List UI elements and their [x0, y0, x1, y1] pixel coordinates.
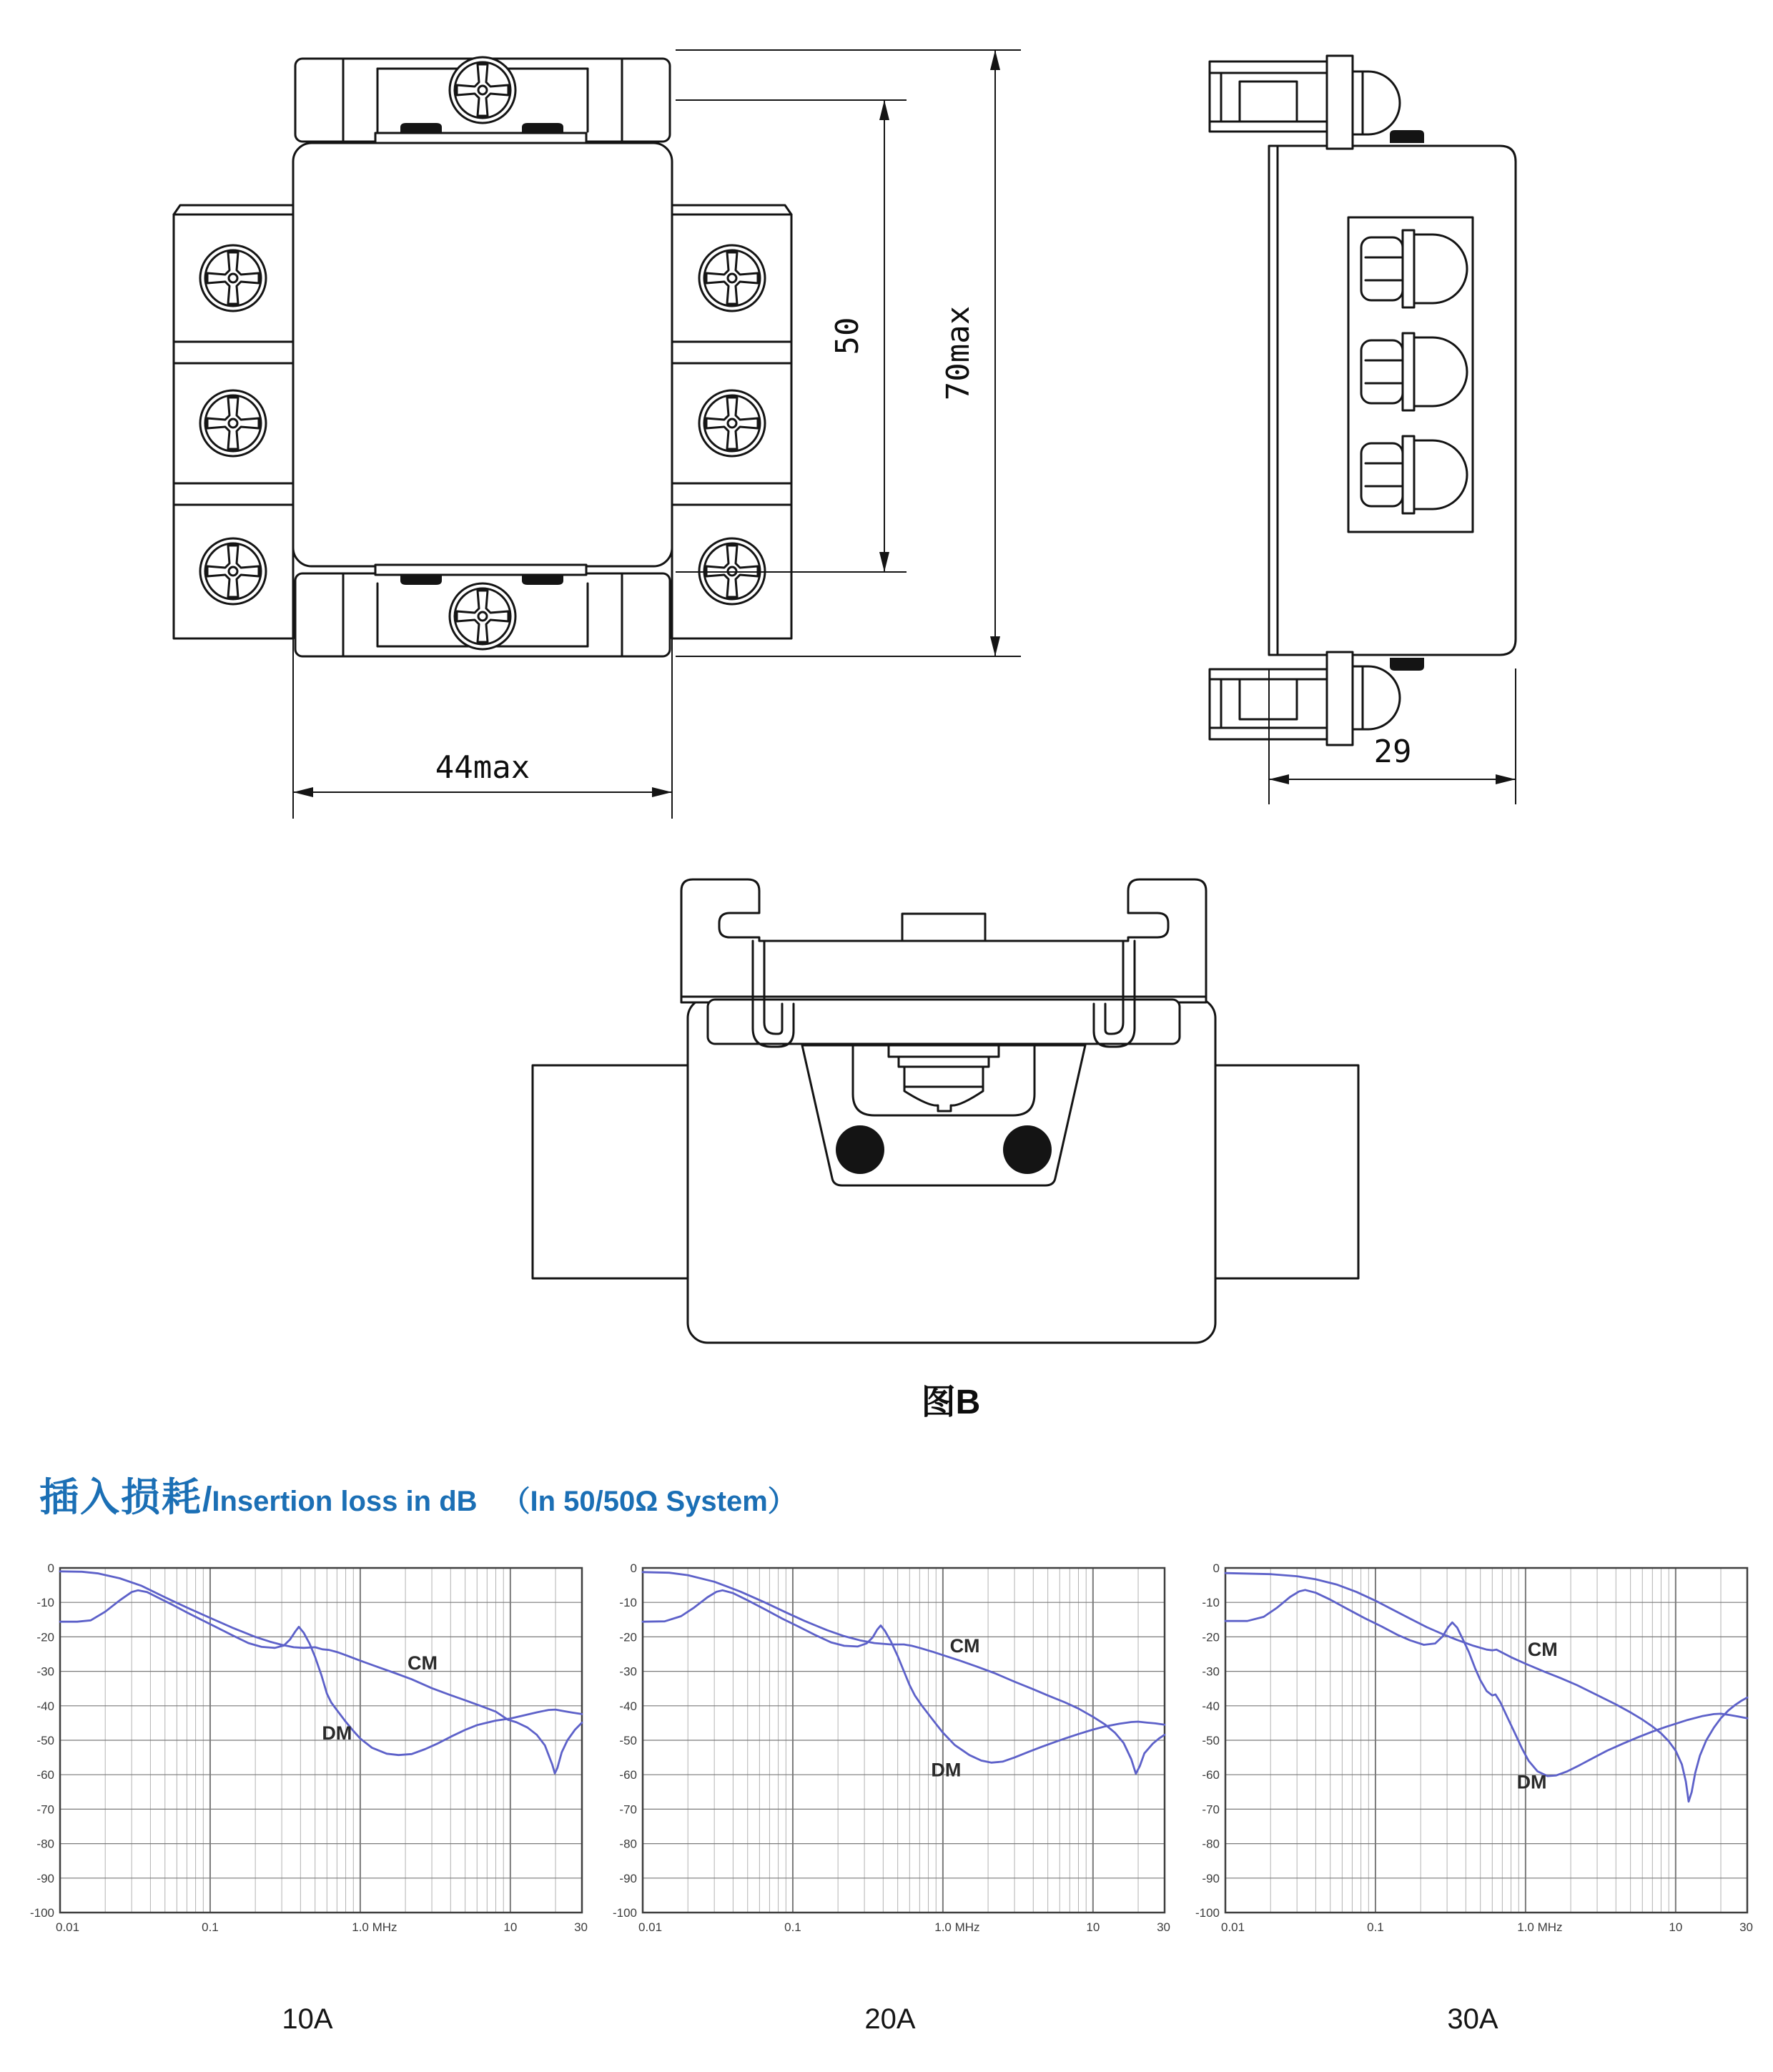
y-tick-label: -100	[29, 1906, 54, 1920]
series-dm-label: DM	[322, 1722, 352, 1745]
dimension-label: 50	[829, 317, 866, 355]
y-tick-label: -10	[36, 1596, 54, 1610]
side-view-drawing	[1210, 56, 1516, 804]
y-tick-label: -60	[36, 1768, 54, 1782]
mount-foot-pad	[400, 575, 442, 585]
mount-foot-pad	[400, 123, 442, 133]
y-tick-label: -60	[1202, 1768, 1220, 1782]
bottom-view-drawing	[533, 879, 1358, 1343]
y-tick-label: -50	[36, 1734, 54, 1747]
section-title-en: Insertion loss in dB	[212, 1486, 478, 1517]
filter-body	[293, 143, 672, 566]
x-tick-label: 30	[574, 1920, 588, 1934]
wire-stub-left	[533, 1065, 688, 1278]
wire-stub-right	[1215, 1065, 1358, 1278]
y-tick-label: -30	[619, 1664, 637, 1679]
insertion-loss-chart-10A	[21, 1562, 593, 1963]
section-title-zh: 插入损耗	[39, 1475, 203, 1519]
series-cm-label: CM	[408, 1652, 438, 1674]
y-tick-label: -100	[612, 1906, 637, 1920]
din-clamp-bottom	[1210, 652, 1424, 745]
dimension-label: 44max	[435, 749, 530, 786]
y-tick-label: -30	[36, 1664, 54, 1679]
chart-canvas	[604, 1562, 1176, 1963]
figure-caption: 图B	[921, 1383, 981, 1421]
chart-current-rating: 30A	[1447, 2003, 1498, 2035]
insertion-loss-chart-20A	[604, 1562, 1176, 1963]
x-tick-label: 1.0 MHz	[352, 1920, 397, 1934]
front-view-drawing	[174, 50, 1021, 819]
y-tick-label: -40	[619, 1699, 637, 1713]
y-tick-label: -100	[1195, 1906, 1220, 1920]
y-tick-label: -10	[619, 1596, 637, 1610]
y-tick-label: -70	[36, 1802, 54, 1817]
y-tick-label: -90	[619, 1871, 637, 1885]
phillips-screw-icon	[200, 245, 266, 311]
dimension-label: 70max	[940, 305, 977, 401]
y-tick-label: -70	[619, 1802, 637, 1817]
x-tick-label: 0.01	[1221, 1920, 1245, 1934]
y-tick-label: -90	[1202, 1871, 1220, 1885]
y-tick-label: -50	[1202, 1734, 1220, 1747]
x-tick-label: 1.0 MHz	[1517, 1920, 1563, 1934]
mount-foot-pad	[522, 123, 563, 133]
section-header	[39, 1466, 796, 1522]
y-tick-label: -60	[619, 1768, 637, 1782]
series-dm-label: DM	[931, 1759, 962, 1781]
y-tick-label: -40	[36, 1699, 54, 1713]
wire-hole	[1003, 1125, 1052, 1174]
y-tick-label: -50	[619, 1734, 637, 1747]
series-cm-label: CM	[949, 1635, 980, 1657]
x-tick-label: 10	[503, 1920, 518, 1934]
terminal-panel-side	[1348, 217, 1473, 532]
x-tick-label: 0.1	[784, 1920, 801, 1934]
section-title-separator: /	[202, 1481, 212, 1519]
gasket-pad	[1390, 130, 1424, 143]
y-tick-label: -90	[36, 1871, 54, 1885]
mount-foot-pad	[522, 575, 563, 585]
y-tick-label: 0	[47, 1562, 54, 1575]
y-tick-label: -80	[619, 1837, 637, 1851]
x-tick-label: 10	[1669, 1920, 1683, 1934]
x-tick-label: 0.1	[1367, 1920, 1384, 1934]
y-tick-label: -30	[1202, 1664, 1220, 1679]
x-tick-label: 0.01	[638, 1920, 663, 1934]
phillips-screw-icon	[200, 538, 266, 604]
section-title-note: （In 50/50Ω System）	[501, 1486, 796, 1517]
y-tick-label: -80	[1202, 1837, 1220, 1851]
x-tick-label: 10	[1086, 1920, 1100, 1934]
dimension-label: 29	[1373, 734, 1412, 770]
din-clamp-top	[1210, 56, 1424, 149]
phillips-screw-icon	[200, 390, 266, 456]
x-tick-label: 30	[1739, 1920, 1753, 1934]
chart-canvas	[1187, 1562, 1759, 1963]
y-tick-label: -80	[36, 1837, 54, 1851]
y-tick-label: 0	[1213, 1562, 1220, 1575]
gasket-pad	[1390, 658, 1424, 671]
insertion-loss-chart-30A	[1187, 1562, 1759, 1963]
series-dm-label: DM	[1516, 1771, 1547, 1793]
y-tick-label: -70	[1202, 1802, 1220, 1817]
wire-hole	[836, 1125, 884, 1174]
x-tick-label: 30	[1157, 1920, 1170, 1934]
y-tick-label: -10	[1202, 1596, 1220, 1610]
x-tick-label: 1.0 MHz	[934, 1920, 980, 1934]
y-tick-label: -20	[1202, 1630, 1220, 1644]
chart-current-rating: 20A	[864, 2003, 916, 2035]
series-cm-label: CM	[1527, 1638, 1558, 1660]
y-tick-label: -20	[619, 1630, 637, 1644]
y-tick-label: -40	[1202, 1699, 1220, 1713]
phillips-screw-icon	[450, 57, 515, 123]
y-tick-label: 0	[630, 1562, 637, 1575]
x-tick-label: 0.1	[202, 1920, 219, 1934]
x-tick-label: 0.01	[56, 1920, 80, 1934]
rail-center-tab	[902, 914, 985, 941]
y-tick-label: -20	[36, 1630, 54, 1644]
chart-current-rating: 10A	[282, 2003, 333, 2035]
phillips-screw-icon	[699, 245, 765, 311]
chart-canvas	[21, 1562, 593, 1963]
phillips-screw-icon	[450, 583, 515, 649]
phillips-screw-icon	[699, 390, 765, 456]
